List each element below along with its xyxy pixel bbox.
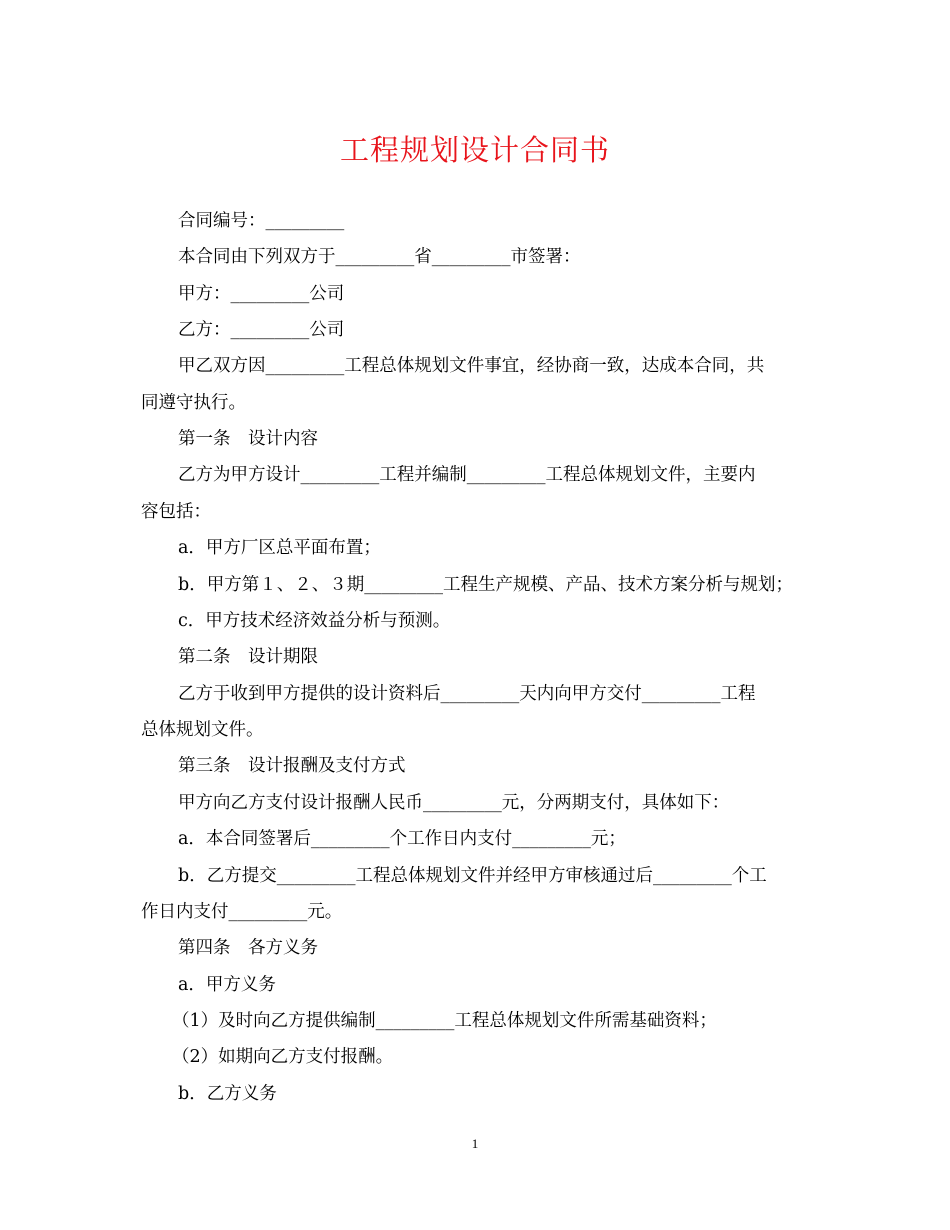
article-1-item-a: a．甲方厂区总平面布置；	[178, 538, 381, 558]
article-1-item-b: b．甲方第１、２、３期_________工程生产规模、产品、技术方案分析与规划；	[178, 575, 793, 595]
party-b-line: 乙方：_________公司	[178, 320, 345, 340]
article-2-text-line-1: 乙方于收到甲方提供的设计资料后_________天内向甲方交付_________工程	[178, 684, 756, 704]
party-a-line: 甲方：_________公司	[178, 284, 345, 304]
article-1-heading: 第一条 设计内容	[178, 429, 318, 449]
contract-number-line: 合同编号：_________	[178, 211, 345, 231]
preamble-line-2: 同遵守执行。	[141, 393, 246, 413]
article-1-item-c: c．甲方技术经济效益分析与预测。	[178, 611, 451, 631]
article-3-item-a: a．本合同签署后_________个工作日内支付_________元；	[178, 829, 626, 849]
document-title: 工程规划设计合同书	[339, 133, 610, 167]
party-a-obligation-2: （2）如期向乙方支付报酬。	[172, 1047, 394, 1067]
article-1-text-line-2: 容包括：	[141, 502, 211, 522]
article-2-heading: 第二条 设计期限	[178, 647, 318, 667]
party-a-obligations-heading: a．甲方义务	[178, 975, 276, 995]
article-3-text: 甲方向乙方支付设计报酬人民币_________元，分两期支付，具体如下：	[178, 793, 730, 813]
article-3-item-b-line-2: 作日内支付_________元。	[141, 902, 343, 922]
article-3-heading: 第三条 设计报酬及支付方式	[178, 756, 406, 776]
article-4-heading: 第四条 各方义务	[178, 938, 318, 958]
article-1-text-line-1: 乙方为甲方设计_________工程并编制_________工程总体规划文件，主要内	[178, 465, 756, 485]
article-2-text-line-2: 总体规划文件。	[141, 720, 264, 740]
party-b-obligations-heading: b．乙方义务	[178, 1084, 277, 1104]
article-3-item-b-line-1: b．乙方提交_________工程总体规划文件并经甲方审核通过后_________个工	[178, 866, 767, 886]
signing-place-line: 本合同由下列双方于_________省_________市签署：	[178, 247, 581, 267]
page-number: 1	[471, 1136, 479, 1151]
preamble-line-1: 甲乙双方因_________工程总体规划文件事宜，经协商一致，达成本合同，共	[178, 356, 765, 376]
party-a-obligation-1: （1）及时向乙方提供编制_________工程总体规划文件所需基础资料；	[172, 1011, 717, 1031]
